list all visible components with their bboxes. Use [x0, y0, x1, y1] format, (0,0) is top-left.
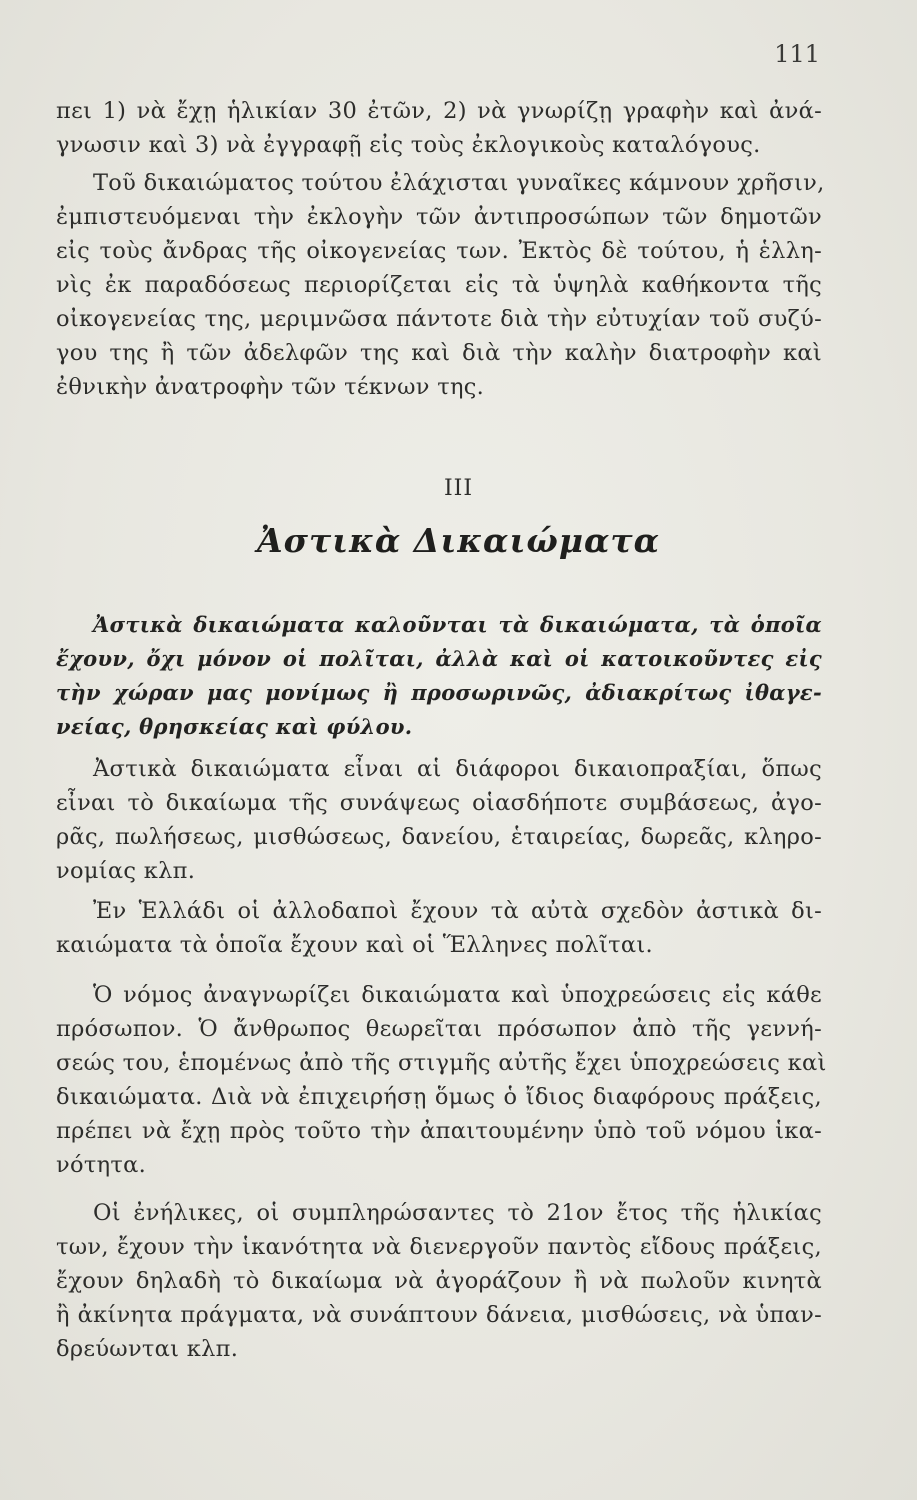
section-title: Ἀστικὰ Δικαιώματα: [257, 521, 660, 560]
text-line: ἐθνικὴν ἀνατροφὴν τῶν τέκνων της.: [56, 374, 485, 400]
text-line: Τοῦ δικαιώματος τούτου ἐλάχισται γυναῖκες κάμνουν χρῆσιν,: [93, 170, 825, 196]
text-line: νείας, θρησκείας καὶ φύλου.: [56, 714, 413, 739]
text-line: ἢ ἀκίνητα πράγματα, νὰ συνάπτουν δάνεια, μισθώσεις, νὰ ὑπαν-: [56, 1302, 822, 1328]
text-line: νὶς ἐκ παραδόσεως περιορίζεται εἰς τὰ ὑψηλὰ καθήκοντα τῆς: [56, 272, 822, 298]
text-line: Ἀστικὰ δικαιώματα εἶναι αἱ διάφοροι δικαιοπραξίαι, ὅπως: [93, 756, 822, 782]
definition-paragraph: [56, 608, 822, 744]
text-line: δικαιώματα. Διὰ νὰ ἐπιχειρήσῃ ὅμως ὁ ἴδιος διαφόρους πράξεις,: [56, 1084, 822, 1110]
text-line: των, ἔχουν τὴν ἱκανότητα νὰ διενεργοῦν παντὸς εἴδους πράξεις,: [56, 1234, 822, 1260]
paragraph-adults: [56, 1196, 822, 1366]
paragraph-law-persons: [56, 978, 827, 1182]
paragraph-foreigners: [56, 894, 822, 962]
text-line: εἰς τοὺς ἄνδρας τῆς οἰκογενείας των. Ἐκτὸς δὲ τούτου, ἡ ἑλλη-: [56, 238, 822, 264]
text-line: καιώματα τὰ ὁποῖα ἔχουν καὶ οἱ Ἕλληνες πολῖται.: [56, 932, 653, 958]
text-line: Ἀστικὰ δικαιώματα καλοῦνται τὰ δικαιώματα, τὰ ὁποῖα: [93, 612, 822, 637]
text-line: ἔχουν, ὄχι μόνον οἱ πολῖται, ἀλλὰ καὶ οἱ κατοικοῦντες εἰς: [56, 646, 822, 671]
text-line: γου της ἢ τῶν ἀδελφῶν της καὶ διὰ τὴν καλὴν διατροφὴν καὶ: [56, 340, 822, 366]
text-line: πει 1) νὰ ἔχῃ ἡλικίαν 30 ἐτῶν, 2) νὰ γνωρίζῃ γραφὴν καὶ ἀνά-: [56, 98, 822, 124]
paragraph-civil-rights-examples: [56, 752, 822, 888]
text-line: Ἐν Ἑλλάδι οἱ ἀλλοδαποὶ ἔχουν τὰ αὐτὰ σχεδὸν ἀστικὰ δι-: [93, 898, 822, 924]
text-line: γνωσιν καὶ 3) νὰ ἐγγραφῇ εἰς τοὺς ἐκλογικοὺς καταλόγους.: [56, 132, 761, 158]
text-line: εἶναι τὸ δικαίωμα τῆς συνάψεως οἱασδήποτε συμβάσεως, ἀγο-: [56, 790, 822, 816]
text-line: σεώς του, ἑπομένως ἀπὸ τῆς στιγμῆς αὐτῆς ἔχει ὑποχρεώσεις καὶ: [56, 1050, 827, 1076]
text-line: πρόσωπον. Ὁ ἄνθρωπος θεωρεῖται πρόσωπον ἀπὸ τῆς γεννή-: [56, 1016, 822, 1042]
paragraph-continuation: [56, 94, 822, 162]
text-line: οἰκογενείας της, μεριμνῶσα πάντοτε διὰ τὴν εὐτυχίαν τοῦ συζύ-: [56, 306, 822, 332]
text-line: νότητα.: [56, 1152, 147, 1178]
text-line: πρέπει νὰ ἔχῃ πρὸς τοῦτο τὴν ἀπαιτουμένην ὑπὸ τοῦ νόμου ἱκα-: [56, 1118, 822, 1144]
text-line: Οἱ ἐνήλικες, οἱ συμπληρώσαντες τὸ 21ον ἔτος τῆς ἡλικίας: [93, 1200, 822, 1226]
text-line: ἔχουν δηλαδὴ τὸ δικαίωμα νὰ ἀγοράζουν ἢ νὰ πωλοῦν κινητὰ: [56, 1268, 822, 1294]
paragraph-women-voting: [56, 166, 825, 404]
section-numeral: III: [443, 476, 474, 501]
page-number: 111: [774, 40, 820, 68]
text-line: τὴν χώραν μας μονίμως ἢ προσωρινῶς, ἀδιακρίτως ἰθαγε-: [56, 680, 822, 705]
text-line: Ὁ νόμος ἀναγνωρίζει δικαιώματα καὶ ὑποχρεώσεις εἰς κάθε: [93, 982, 822, 1008]
text-line: νομίας κλπ.: [56, 858, 196, 884]
text-line: ρᾶς, πωλήσεως, μισθώσεως, δανείου, ἑταιρείας, δωρεᾶς, κληρο-: [56, 824, 822, 850]
text-line: ἐμπιστευόμεναι τὴν ἐκλογὴν τῶν ἀντιπροσώπων τῶν δημοτῶν: [56, 204, 822, 230]
text-line: δρεύωνται κλπ.: [56, 1336, 239, 1362]
